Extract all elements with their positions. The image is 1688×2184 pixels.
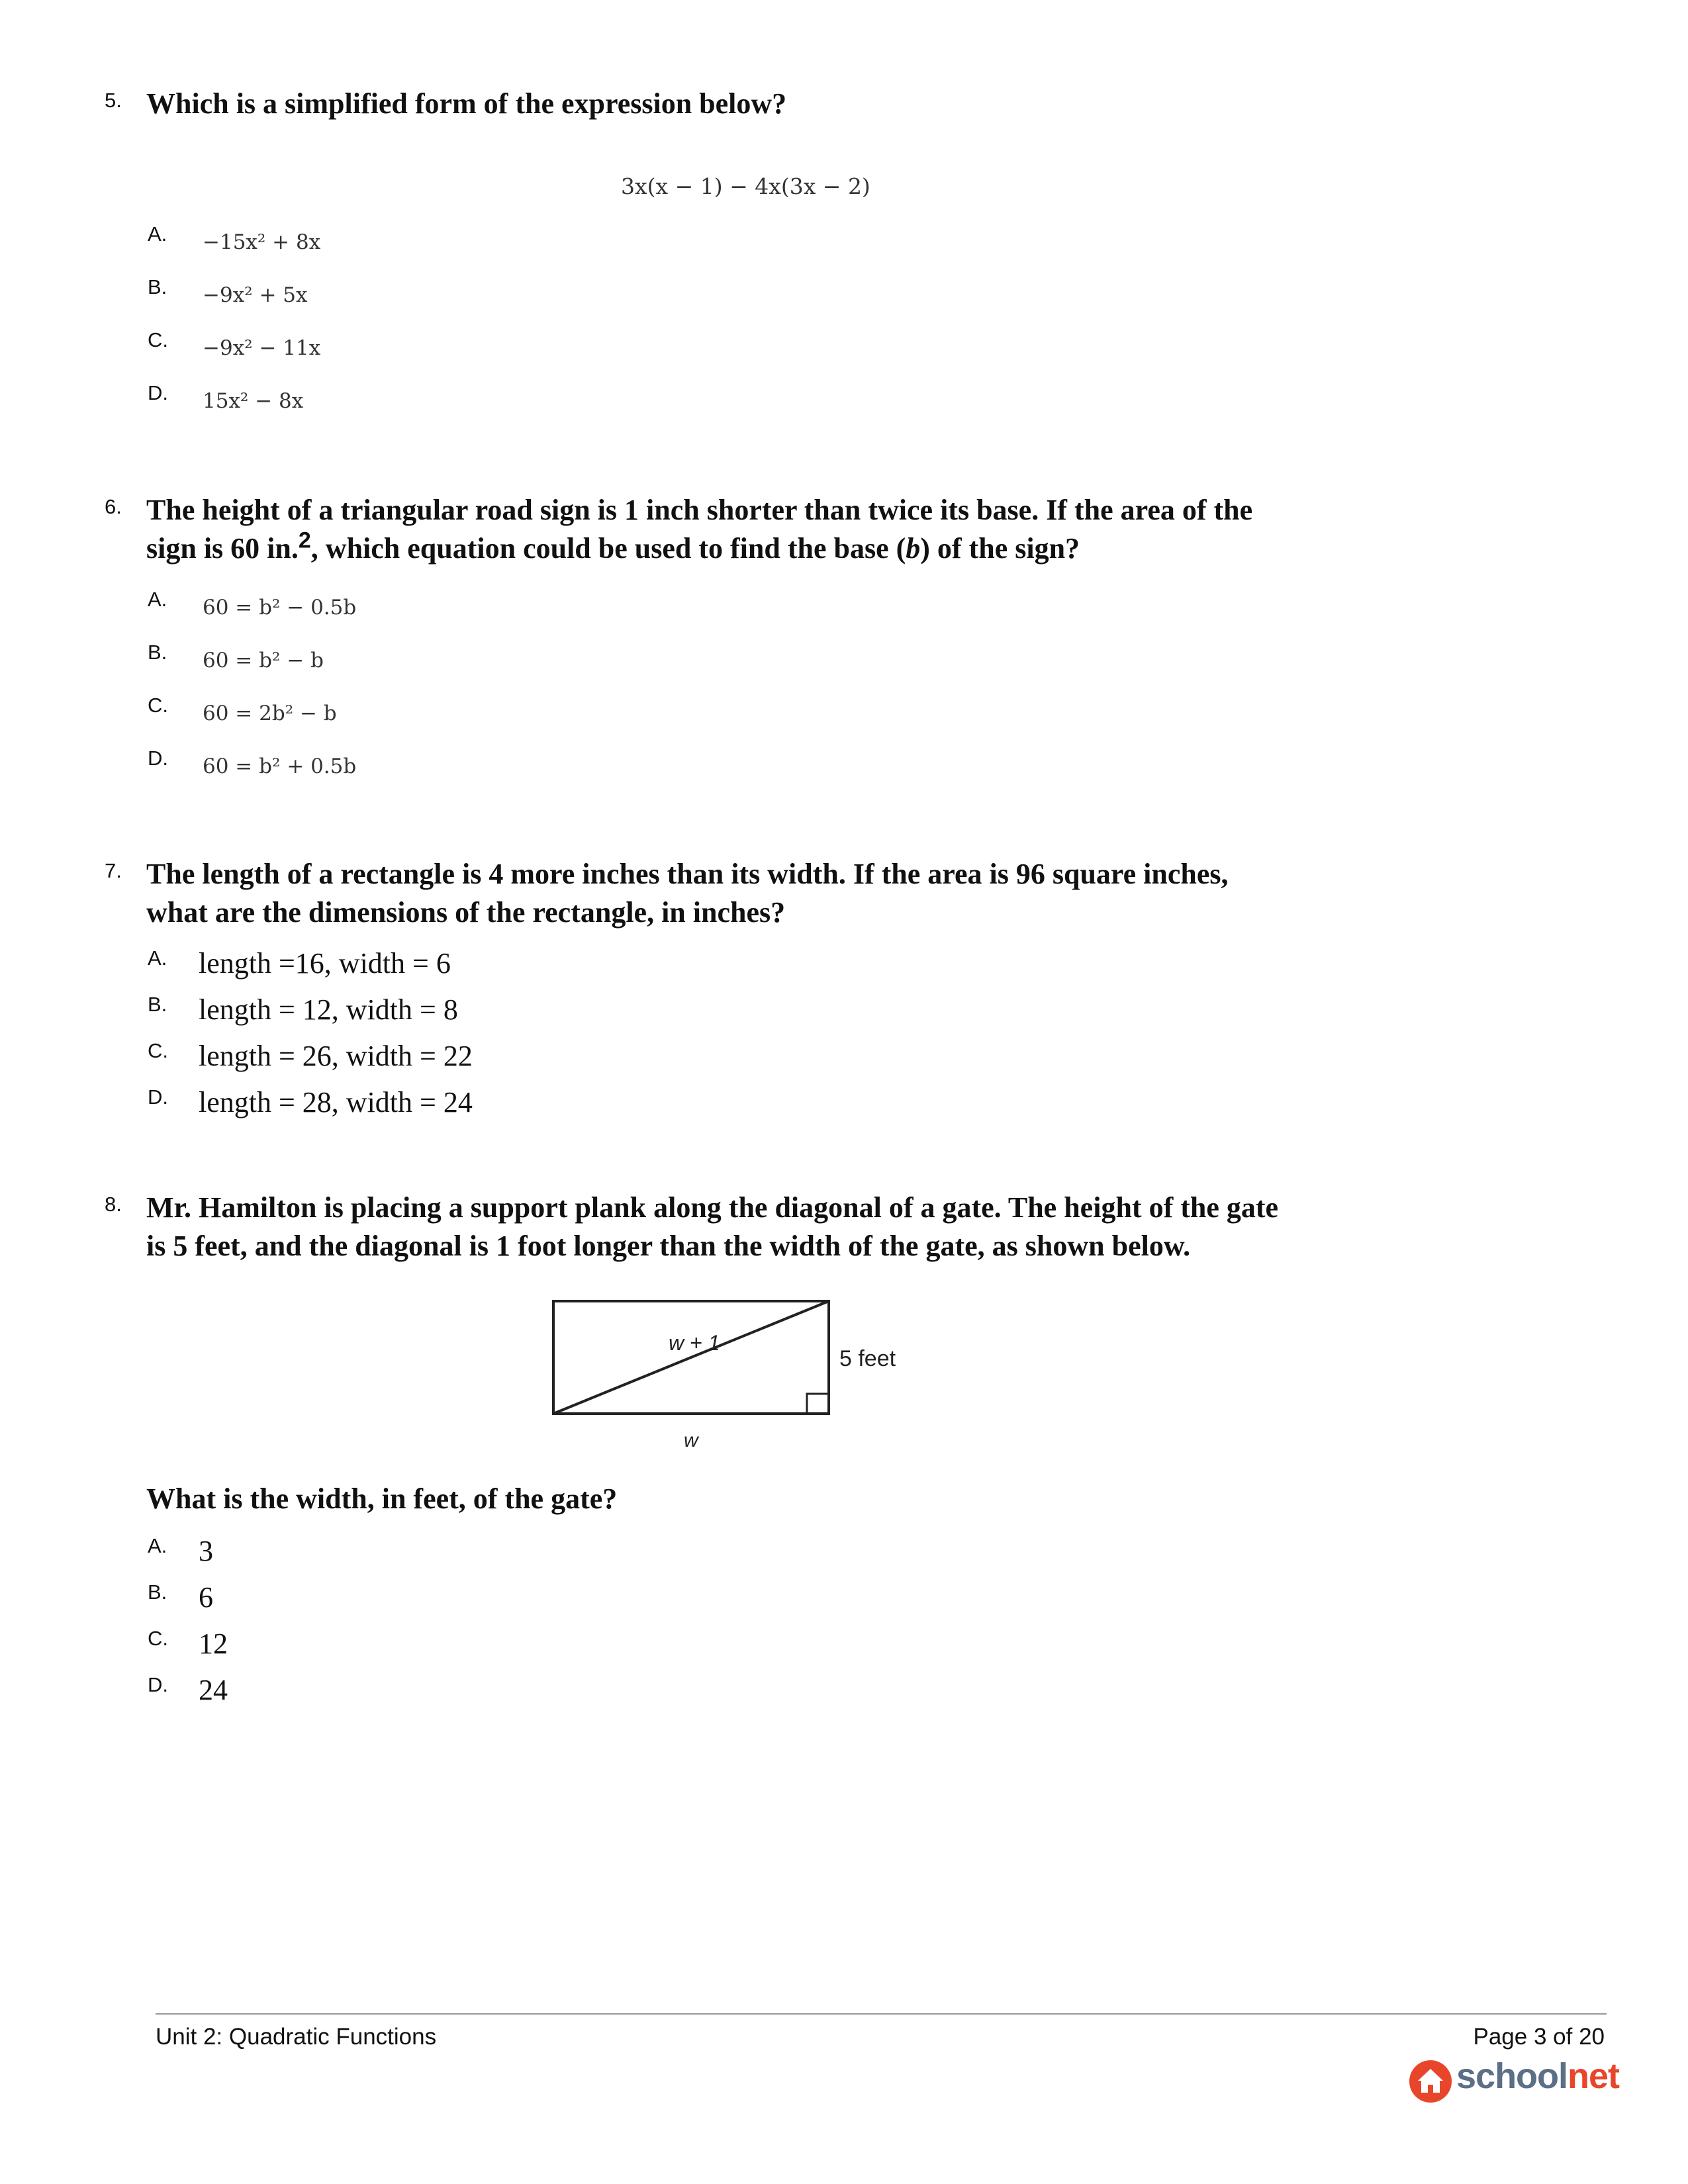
option-c[interactable] bbox=[0, 328, 927, 368]
option-b[interactable] bbox=[0, 275, 927, 315]
option-label: B. bbox=[148, 641, 167, 664]
gate-diagram bbox=[549, 1297, 920, 1456]
question-number: 7. bbox=[105, 859, 122, 882]
question-text-line: what are the dimensions of the rectangle, in inches? bbox=[146, 896, 786, 929]
question-number: 8. bbox=[105, 1193, 122, 1216]
option-value: 60 = b² − 0.5b bbox=[203, 596, 357, 619]
question-text-line: The height of a triangular road sign is 1 inch shorter than twice its base. If the area of the bbox=[146, 494, 1253, 526]
option-a[interactable] bbox=[0, 946, 927, 986]
logo-school-text: school bbox=[1456, 2056, 1568, 2096]
option-value: 60 = b² − b bbox=[203, 649, 324, 672]
option-value: −15x² + 8x bbox=[203, 230, 321, 254]
option-label: B. bbox=[148, 1580, 167, 1604]
option-d[interactable] bbox=[0, 381, 927, 421]
question-number: 6. bbox=[105, 495, 122, 518]
option-label: C. bbox=[148, 328, 168, 351]
followup-question: What is the width, in feet, of the gate? bbox=[146, 1482, 618, 1515]
diagonal-plank bbox=[553, 1301, 829, 1414]
question-text: Which is a simplified form of the expression below? bbox=[146, 87, 787, 120]
text-fragment: sign is 60 in. bbox=[146, 532, 299, 565]
schoolnet-logo bbox=[1409, 2054, 1620, 2107]
option-label: D. bbox=[148, 381, 168, 404]
option-a[interactable] bbox=[0, 588, 927, 627]
option-value: 12 bbox=[199, 1627, 228, 1660]
option-b[interactable] bbox=[0, 993, 927, 1032]
option-value: 3 bbox=[199, 1535, 213, 1567]
option-value: 60 = 2b² − b bbox=[203, 702, 337, 725]
diagonal-label: w + 1 bbox=[669, 1331, 720, 1355]
option-d[interactable] bbox=[0, 1673, 927, 1713]
width-label: w bbox=[684, 1430, 698, 1451]
option-value: length = 28, width = 24 bbox=[199, 1086, 473, 1118]
option-label: B. bbox=[148, 993, 167, 1016]
option-label: C. bbox=[148, 1627, 168, 1650]
superscript: 2 bbox=[298, 527, 311, 553]
option-label: A. bbox=[148, 946, 167, 970]
variable: b bbox=[906, 532, 921, 565]
option-a[interactable] bbox=[0, 1534, 927, 1574]
expression: 3x(x − 1) − 4x(3x − 2) bbox=[621, 173, 870, 199]
question-text-line: Mr. Hamilton is placing a support plank along the diagonal of a gate. The height of the gate bbox=[146, 1191, 1279, 1224]
option-value: 24 bbox=[199, 1674, 228, 1706]
option-value: −9x² + 5x bbox=[203, 283, 308, 307]
option-d[interactable] bbox=[0, 747, 927, 786]
option-value: 60 = b² + 0.5b bbox=[203, 754, 357, 778]
option-value: 15x² − 8x bbox=[203, 389, 304, 413]
option-value: −9x² − 11x bbox=[203, 336, 321, 360]
logo-net-text: net bbox=[1568, 2056, 1620, 2096]
option-c[interactable] bbox=[0, 1039, 927, 1079]
option-label: C. bbox=[148, 1039, 168, 1062]
option-label: D. bbox=[148, 1085, 168, 1109]
footer-divider bbox=[156, 2013, 1607, 2015]
option-label: A. bbox=[148, 222, 167, 246]
text-fragment: ) of the sign? bbox=[920, 532, 1080, 565]
option-c[interactable] bbox=[0, 694, 927, 733]
text-fragment: , which equation could be used to find the base ( bbox=[310, 532, 906, 565]
option-b[interactable] bbox=[0, 1580, 927, 1620]
logo-wordmark bbox=[1456, 2056, 1619, 2097]
question-text-line: The length of a rectangle is 4 more inches than its width. If the area is 96 square inches, bbox=[146, 858, 1229, 890]
question-text bbox=[146, 1189, 1338, 1265]
question-number: 5. bbox=[105, 89, 122, 112]
option-label: B. bbox=[148, 275, 167, 298]
option-label: C. bbox=[148, 694, 168, 717]
option-c[interactable] bbox=[0, 1627, 927, 1666]
question-text-line bbox=[146, 529, 1338, 568]
option-label: D. bbox=[148, 1673, 168, 1696]
option-a[interactable] bbox=[0, 222, 927, 262]
question-text bbox=[146, 491, 1338, 568]
house-icon bbox=[1409, 2060, 1452, 2103]
footer-page-number: Page 3 of 20 bbox=[1473, 2024, 1605, 2050]
option-value: length =16, width = 6 bbox=[199, 947, 451, 979]
height-label: 5 feet bbox=[839, 1346, 896, 1371]
option-b[interactable] bbox=[0, 641, 927, 680]
option-value: 6 bbox=[199, 1581, 213, 1614]
option-label: A. bbox=[148, 1534, 167, 1557]
option-value: length = 26, width = 22 bbox=[199, 1040, 473, 1072]
question-text bbox=[146, 855, 1338, 932]
option-label: A. bbox=[148, 588, 167, 611]
right-angle-marker bbox=[807, 1394, 827, 1414]
option-d[interactable] bbox=[0, 1085, 927, 1125]
footer-unit-title: Unit 2: Quadratic Functions bbox=[156, 2024, 437, 2050]
option-value: length = 12, width = 8 bbox=[199, 993, 458, 1026]
question-text-line: is 5 feet, and the diagonal is 1 foot longer than the width of the gate, as shown below. bbox=[146, 1230, 1191, 1262]
option-label: D. bbox=[148, 747, 168, 770]
